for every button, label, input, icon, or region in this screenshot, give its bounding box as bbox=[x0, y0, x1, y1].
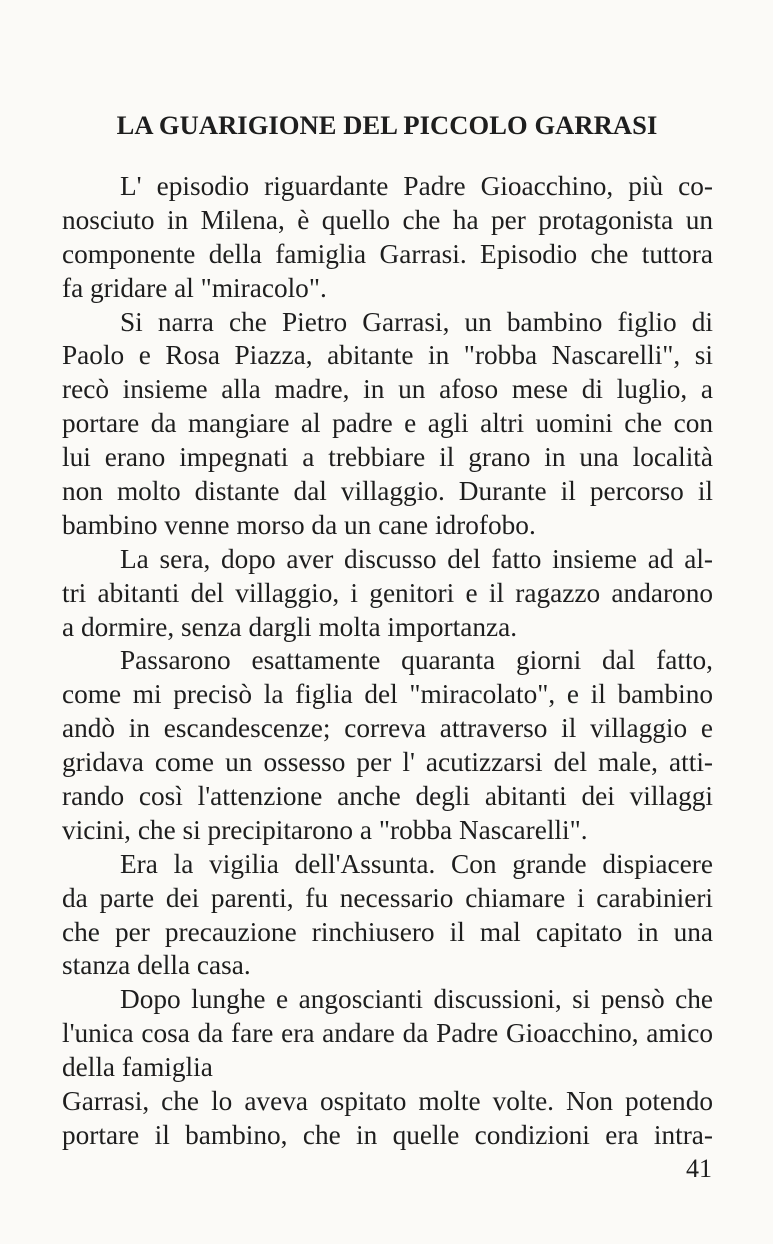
text-line: stanza della casa. bbox=[62, 950, 251, 981]
text-line: da parte dei parenti, fu necessario chiamare i carabinieri bbox=[62, 882, 713, 913]
text-line: La sera, dopo aver discusso del fatto insieme ad al- bbox=[120, 543, 713, 574]
text-line: L' episodio riguardante Padre Gioacchino, più co- bbox=[120, 171, 713, 201]
text-line: Si narra che Pietro Garrasi, un bambino figlio di bbox=[120, 306, 713, 337]
text-line: Passarono esattamente quaranta giorni dal fatto, bbox=[120, 645, 713, 676]
text-line: gridava come un ossesso per l' acutizzarsi del male, atti- bbox=[62, 747, 713, 778]
text-line: fa gridare al "miracolo". bbox=[62, 272, 327, 303]
text-line: della famiglia bbox=[62, 1052, 213, 1083]
text-line: tri abitanti del villaggio, i genitori e il ragazzo andarono bbox=[62, 577, 713, 608]
text-line: Paolo e Rosa Piazza, abitante in "robba Nascarelli", si bbox=[62, 340, 713, 371]
page-number: 41 bbox=[686, 1154, 712, 1183]
text-line: Era la vigilia dell'Assunta. Con grande dispiacere bbox=[120, 848, 713, 879]
body-text bbox=[62, 170, 713, 1153]
text-line: recò insieme alla madre, in un afoso mese di luglio, a bbox=[62, 374, 713, 405]
text-line: Dopo lunghe e angoscianti discussioni, si pensò che bbox=[120, 984, 713, 1015]
text-line: lui erano impegnati a trebbiare il grano in una località bbox=[62, 442, 713, 473]
text-line: andò in escandescenze; correva attraverso il villaggio e bbox=[62, 713, 713, 744]
text-line: bambino venne morso da un cane idrofobo. bbox=[62, 509, 536, 540]
text-line: Garrasi, che lo aveva ospitato molte volte. Non potendo bbox=[62, 1086, 713, 1117]
text-line: non molto distante dal villaggio. Durante il percorso il bbox=[62, 476, 713, 507]
text-line: portare da mangiare al padre e agli altri uomini che con bbox=[62, 408, 713, 439]
chapter-title: LA GUARIGIONE DEL PICCOLO GARRASI bbox=[116, 110, 658, 140]
text-line: componente della famiglia Garrasi. Episodio che tuttora bbox=[62, 238, 713, 269]
text-line: l'unica cosa da fare era andare da Padre Gioacchino, amico bbox=[62, 1018, 713, 1049]
text-line: portare il bambino, che in quelle condizioni era intra- bbox=[62, 1119, 713, 1150]
text-line: che per precauzione rinchiusero il mal capitato in una bbox=[62, 916, 713, 947]
text-line: rando così l'attenzione anche degli abitanti dei villaggi bbox=[62, 781, 713, 812]
text-line: vicini, che si precipitarono a "robba Nascarelli". bbox=[62, 814, 588, 845]
text-line: come mi precisò la figlia del "miracolato", e il bambino bbox=[62, 679, 713, 710]
text-line: nosciuto in Milena, è quello che ha per protagonista un bbox=[62, 204, 713, 235]
text-line: a dormire, senza dargli molta importanza. bbox=[62, 611, 518, 642]
